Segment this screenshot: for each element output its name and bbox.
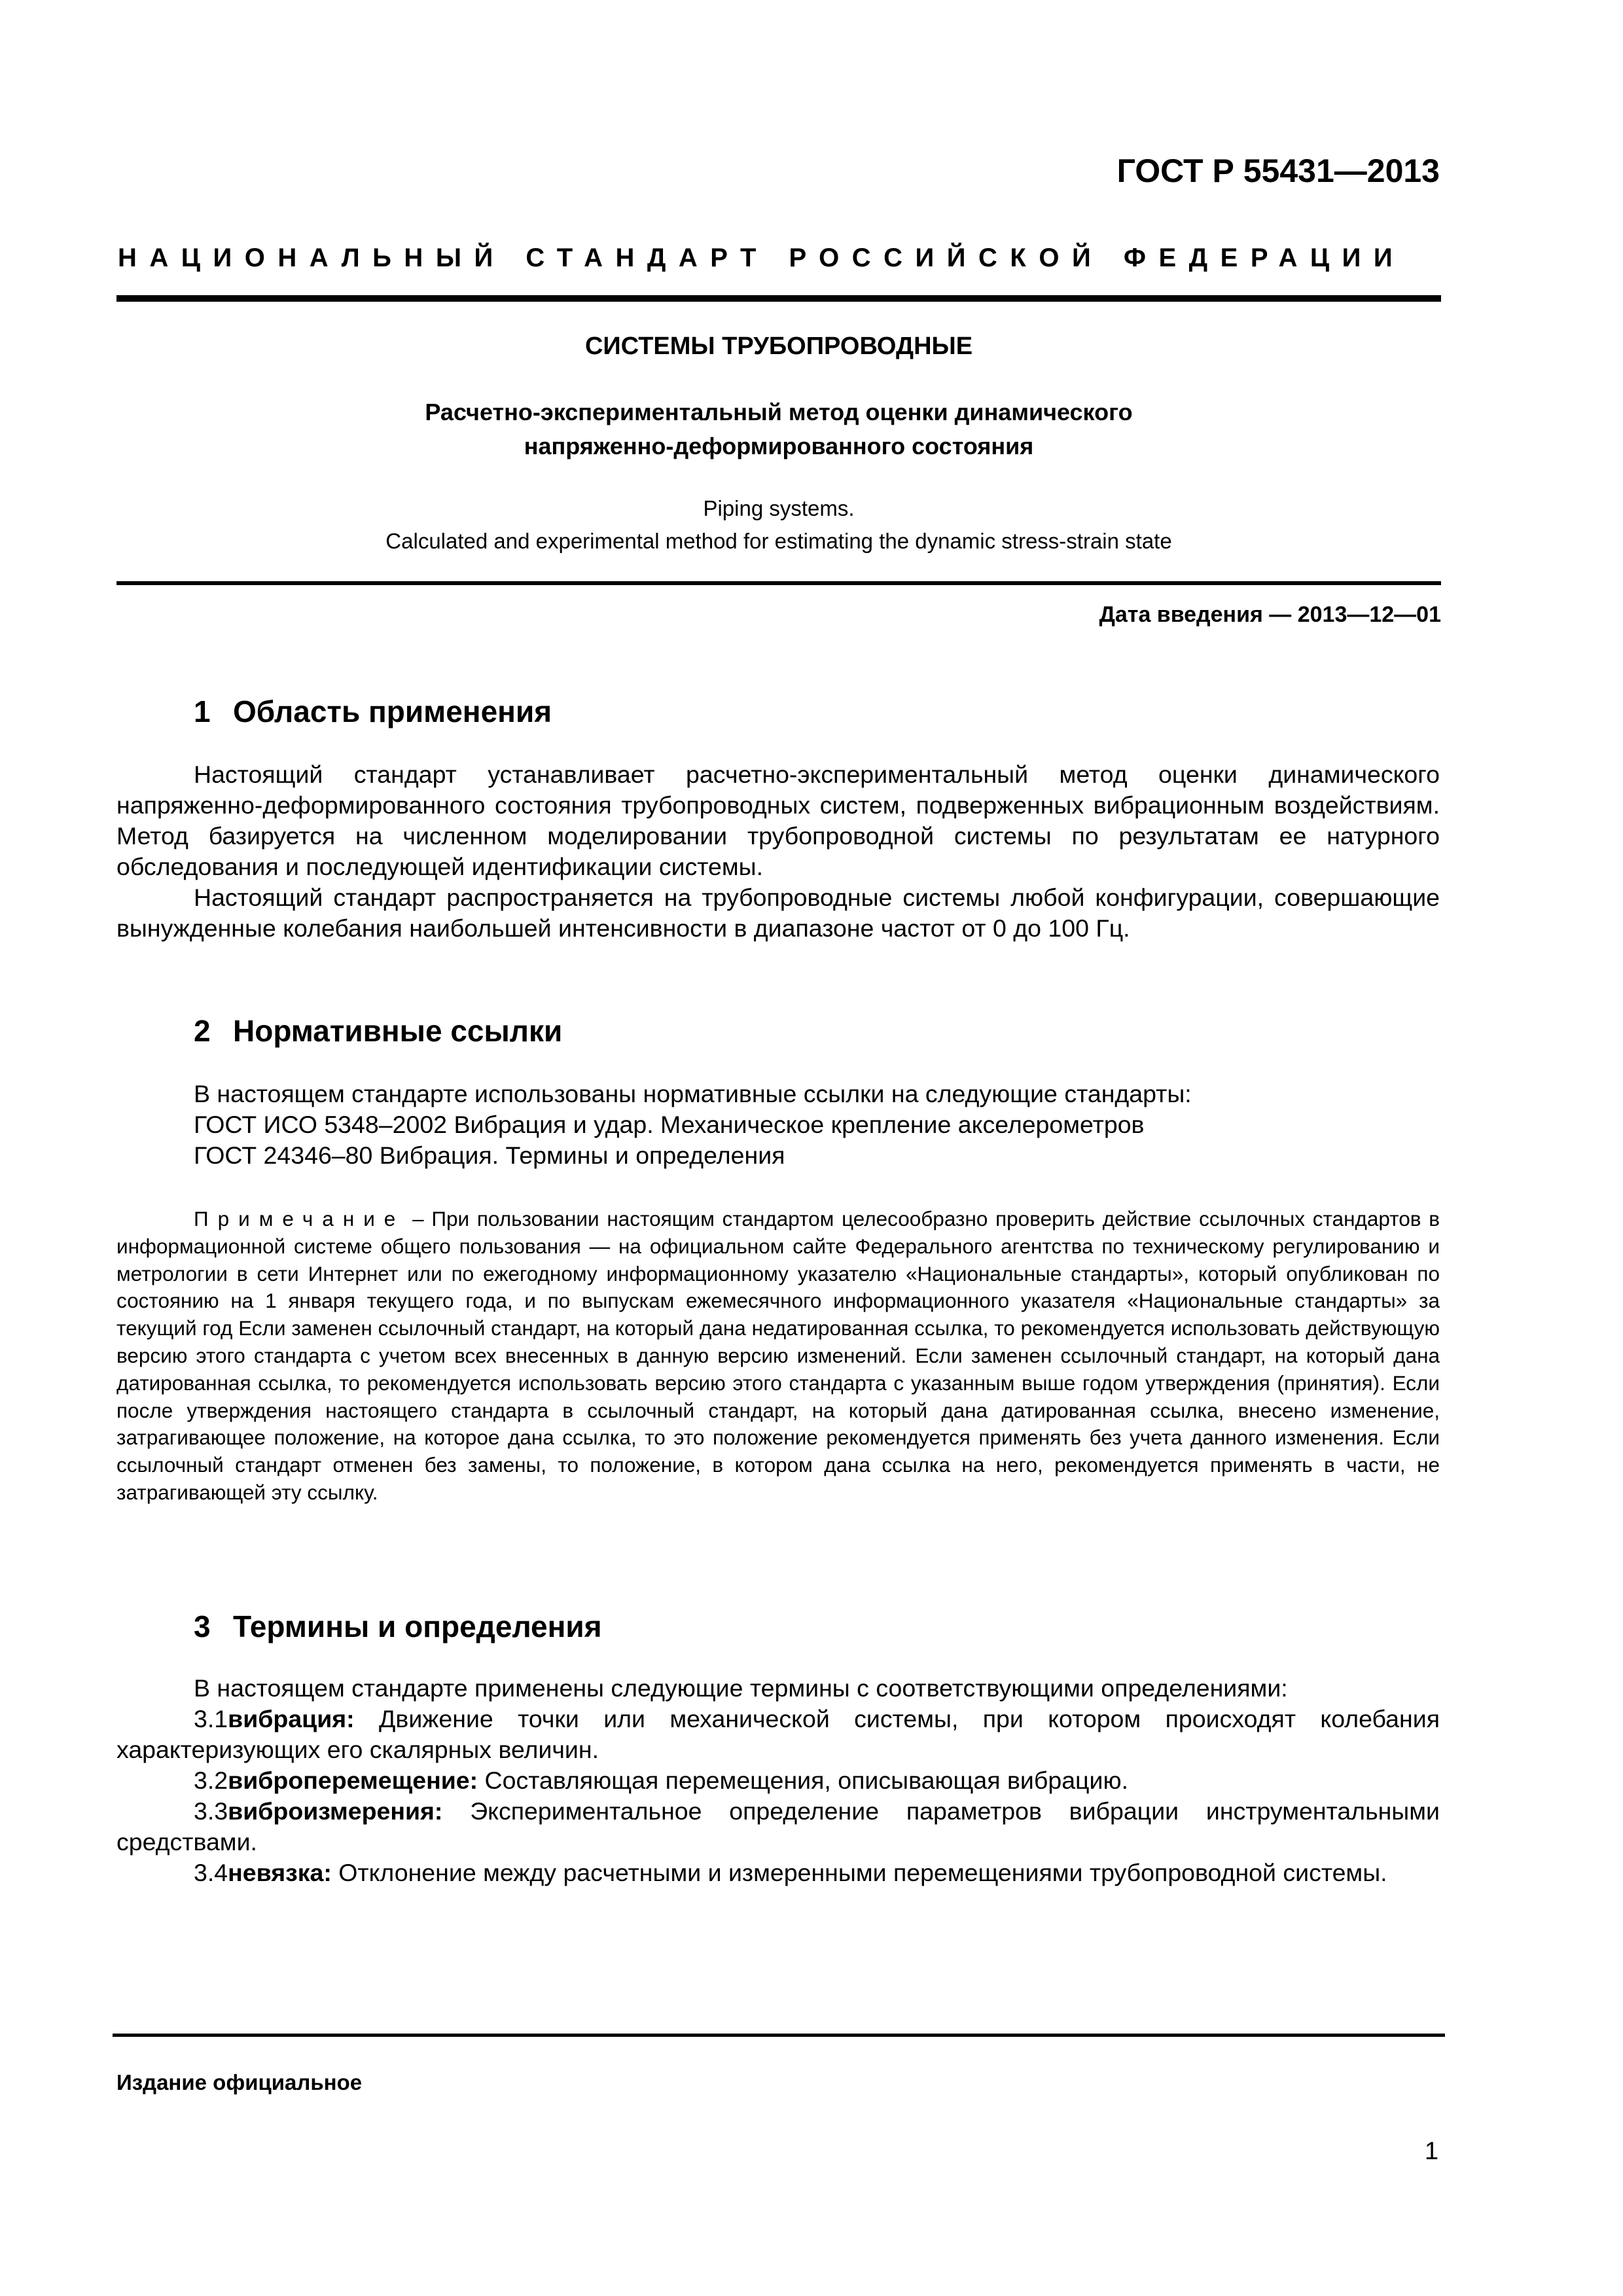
term-name: виброперемещение: — [228, 1767, 478, 1794]
term-name: вибрация: — [228, 1705, 355, 1732]
english-title — [118, 492, 1440, 558]
term-number: 3.1 — [194, 1705, 228, 1732]
section-title: Термины и определения — [233, 1609, 602, 1643]
edition-label: Издание официальное — [116, 2070, 363, 2094]
section-title: Нормативные ссылки — [233, 1014, 563, 1048]
reference-item: ГОСТ ИСО 5348–2002 Вибрация и удар. Механическое крепление акселерометров — [194, 1111, 1145, 1138]
document-code: ГОСТ Р 55431—2013 — [1116, 152, 1440, 189]
note-text: – При пользовании настоящим стандартом целесообразно проверить действие ссылочных стандартов в информационной системе общего пользования — на официальном сайте Федерального агентства по техническому регулированию и метрологии в сети Интернет или по ежегодному информационному указателю «Национальные стандарты», который опубликован по состоянию на 1 января текущего года, и по выпускам ежемесячного информационного указателя «Национальные стандарты» за текущий год Если заменен ссылочный стандарт, на который дана недатированная ссылка, то рекомендуется использовать действующую версию этого стандарта с учетом всех внесенных в данную версию изменений. Если заменен ссылочный стандарт, на который дана датированная ссылка, то рекомендуется использовать версию этого стандарта с указанным выше годом утверждения (принятия). Если после утверждения настоящего стандарта в ссылочный стандарт, на который дана датированная ссылка, внесено изменение, затрагивающее положение, на которое дана ссылка, то это положение рекомендуется применять без учета данного изменения. Если ссылочный стандарт отменен без замены, то положение, в котором дана ссылка на него, рекомендуется применять в части, не затрагивающей эту ссылку. — [116, 1207, 1440, 1504]
title-divider — [116, 581, 1441, 585]
section-title: Область применения — [233, 694, 552, 728]
term-number: 3.3 — [194, 1797, 228, 1825]
term-name: виброизмерения: — [228, 1797, 443, 1825]
term-definition — [116, 1857, 1440, 1888]
term-number: 3.2 — [194, 1767, 228, 1794]
section-number: 2 — [194, 1014, 211, 1048]
note-label: Примечание — [194, 1207, 405, 1230]
introduction-date: Дата введения — 2013—12—01 — [1099, 602, 1441, 627]
term-definition — [116, 1796, 1440, 1857]
paragraph: Настоящий стандарт устанавливает расчетно-экспериментальный метод оценки динамического напряженно-деформированного состояния трубопроводных систем, подверженных вибрационным воздействиям. Метод базируется на численном моделировании трубопроводной системы по результатам ее натурного обследования и последующей идентификации системы. — [116, 761, 1440, 880]
note — [116, 1206, 1440, 1507]
section-3-heading — [194, 1609, 602, 1644]
term-number: 3.4 — [194, 1859, 228, 1886]
english-title-line-2: Calculated and experimental method for estimating the dynamic stress-strain state — [385, 529, 1172, 553]
term-name: невязка: — [228, 1859, 332, 1886]
document-title: СИСТЕМЫ ТРУБОПРОВОДНЫЕ — [584, 332, 973, 360]
section-2-heading — [194, 1013, 562, 1049]
term-text: Экспериментальное определение параметров вибрации инструментальными средствами. — [116, 1797, 1440, 1856]
paragraph: Настоящий стандарт распространяется на трубопроводные системы любой конфигурации, совершающие вынужденные колебания наибольшей интенсивности в диапазоне частот от 0 до 100 Гц. — [116, 884, 1440, 942]
paragraph: В настоящем стандарте применены следующие термины с соответствующими определениями: — [194, 1674, 1288, 1702]
term-definition — [116, 1704, 1440, 1765]
footer-divider — [113, 2034, 1445, 2037]
section-2-body — [116, 1079, 1440, 1171]
document-subtitle — [118, 395, 1440, 463]
national-standard-banner: НАЦИОНАЛЬНЫЙ СТАНДАРТ РОССИЙСКОЙ ФЕДЕРАЦИИ — [118, 243, 1406, 272]
page-number: 1 — [1424, 2138, 1438, 2165]
section-number: 1 — [194, 694, 211, 728]
subtitle-line-2: напряженно-деформированного состояния — [524, 433, 1034, 459]
section-number: 3 — [194, 1609, 211, 1643]
term-definition — [116, 1765, 1440, 1796]
section-3-body — [116, 1673, 1440, 1888]
term-text: Движение точки или механической системы, при котором происходят колебания характеризующих его скалярных величин. — [116, 1705, 1440, 1763]
subtitle-line-1: Расчетно-экспериментальный метод оценки динамического — [425, 399, 1133, 425]
english-title-line-1: Piping systems. — [703, 496, 855, 520]
term-text: Отклонение между расчетными и измеренными перемещениями трубопроводной системы. — [331, 1859, 1387, 1886]
reference-item: ГОСТ 24346–80 Вибрация. Термины и определения — [194, 1141, 785, 1169]
term-text: Составляющая перемещения, описывающая вибрацию. — [478, 1767, 1129, 1794]
paragraph: В настоящем стандарте использованы нормативные ссылки на следующие стандарты: — [194, 1080, 1192, 1107]
header-divider — [116, 295, 1441, 302]
section-1-heading — [194, 694, 552, 729]
section-1-body — [116, 759, 1440, 944]
